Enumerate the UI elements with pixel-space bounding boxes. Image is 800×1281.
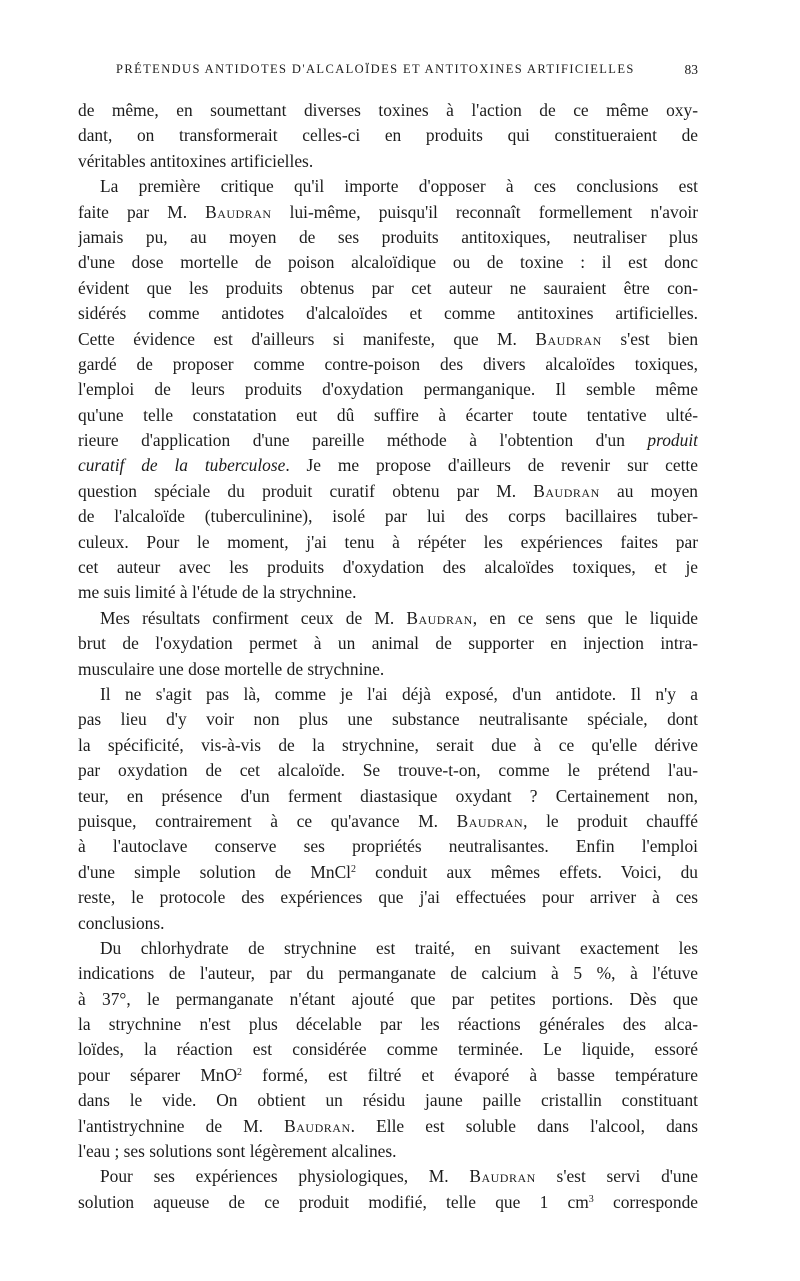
paragraph-5 — [78, 936, 698, 1165]
text-line: reste, le protocole des expériences que j'ai effectuées pour arriver à ces — [78, 887, 698, 908]
text-line: puisque, contrairement à ce qu'avance M. Baudran, le produit chauffé — [78, 810, 698, 831]
text-line: solution aqueuse de ce produit modifié, telle que 1 $cm^3$ corresponde — [78, 1191, 698, 1212]
author-name: Baudran — [456, 810, 524, 831]
text-line: de même, en soumettant diverses toxines à l'action de ce même oxy- — [78, 100, 698, 120]
text-line: conclusions. — [78, 912, 165, 933]
text-line: à 37°, le permanganate n'étant ajouté que par petites portions. Dès que — [78, 988, 698, 1009]
italic-phrase: produit — [647, 430, 698, 451]
text-line: Il ne s'agit pas là, comme je l'ai déjà exposé, d'un antidote. Il n'y a — [100, 683, 698, 704]
text-line: gardé de proposer comme contre-poison des divers alcaloïdes toxiques, — [78, 353, 698, 374]
page-number: 83 — [684, 62, 698, 77]
author-name: Baudran — [535, 328, 602, 349]
text-line: rieure d'application d'une pareille méthode à l'obtention d'un produit — [78, 430, 698, 451]
text-line: Du chlorhydrate de strychnine est traité, en suivant exactement les — [100, 937, 698, 958]
text-line: la strychnine n'est plus décelable par les réactions générales des alca- — [78, 1014, 698, 1035]
italic-phrase: curatif de la tuberculose — [78, 455, 286, 476]
author-name: Baudran — [205, 201, 272, 222]
text-line: jamais pu, au moyen de ses produits antitoxiques, neutraliser plus — [78, 226, 698, 247]
text-line: La première critique qu'il importe d'opposer à ces conclusions est — [100, 176, 698, 197]
text-line: la spécificité, vis-à-vis de la strychnine, serait due à ce qu'elle dérive — [78, 734, 698, 755]
text-line: l'antistrychnine de M. Baudran. Elle est soluble dans l'alcool, dans — [78, 1115, 698, 1136]
text-line: question spéciale du produit curatif obtenu par M. Baudran au moyen — [78, 480, 698, 501]
text-line: évident que les produits obtenus par cet auteur ne sauraient être con- — [78, 277, 698, 298]
text-line: culeux. Pour le moment, j'ai tenu à répéter les expériences faites par — [78, 531, 698, 552]
text-line: Mes résultats confirment ceux de M. Baudran, en ce sens que le liquide — [100, 607, 698, 628]
paragraph-2 — [78, 174, 698, 606]
text-line: par oxydation de cet alcaloïde. Se trouve-t-on, comme le prétend l'au- — [78, 760, 698, 781]
text-line: cet auteur avec les produits d'oxydation des alcaloïdes toxiques, et je — [78, 557, 698, 578]
text-line: loïdes, la réaction est considérée comme terminée. Le liquide, essoré — [78, 1039, 698, 1060]
text-line: l'eau ; ses solutions sont légèrement alcalines. — [78, 1141, 397, 1162]
paragraph-3 — [78, 606, 698, 682]
paragraph-6 — [78, 1164, 698, 1215]
running-header — [78, 62, 698, 88]
text-line: musculaire une dose mortelle de strychnine. — [78, 658, 385, 679]
text-line: de l'alcaloïde (tuberculinine), isolé par lui des corps bacillaires tuber- — [78, 506, 698, 527]
paragraph-4 — [78, 682, 698, 936]
superscript: 3 — [588, 1193, 594, 1205]
text-line: pas lieu d'y voir non plus une substance neutralisante spéciale, dont — [78, 709, 698, 730]
text-line: indications de l'auteur, par du permanganate de calcium à 5 %, à l'étuve — [78, 963, 698, 984]
text-line: véritables antitoxines artificielles. — [78, 150, 314, 171]
text-line: qu'une telle constatation eut dû suffire à écarter toute tentative ulté- — [78, 404, 698, 425]
text-line: dant, on transformerait celles-ci en produits qui constitueraient de — [78, 125, 698, 146]
text-line: me suis limité à l'étude de la strychnine. — [78, 582, 357, 603]
text-line: l'emploi de leurs produits d'oxydation permanganique. Il semble même — [78, 379, 698, 400]
text-line: pour séparer MnO$^2$ formé, est filtré et évaporé à basse température — [78, 1064, 698, 1085]
superscript: 2 — [351, 863, 357, 875]
text-line: Pour ses expériences physiologiques, M. Baudran s'est servi d'une — [100, 1166, 698, 1187]
author-name: Baudran — [406, 607, 473, 628]
text-line: à l'autoclave conserve ses propriétés neutralisantes. Enfin l'emploi — [78, 836, 698, 857]
text-line: d'une dose mortelle de poison alcaloïdique ou de toxine : il est donc — [78, 252, 698, 273]
text-line: dans le vide. On obtient un résidu jaune paille cristallin constituant — [78, 1090, 698, 1111]
text-line: sidérés comme antidotes d'alcaloïdes et comme antitoxines artificielles. — [78, 303, 698, 324]
text-line: brut de l'oxydation permet à un animal de supporter en injection intra- — [78, 633, 698, 654]
author-name: Baudran — [284, 1115, 351, 1136]
text-line: faite par M. Baudran lui-même, puisqu'il reconnaît formellement n'avoir — [78, 201, 698, 222]
text-line: curatif de la tuberculose. Je me propose d'ailleurs de revenir sur cette — [78, 455, 698, 476]
paragraph-1 — [78, 98, 698, 174]
text-line: Cette évidence est d'ailleurs si manifeste, que M. Baudran s'est bien — [78, 328, 698, 349]
author-name: Baudran — [533, 480, 600, 501]
author-name: Baudran — [469, 1166, 536, 1187]
text-line: teur, en présence d'un ferment diastasique oxydant ? Certainement non, — [78, 785, 698, 806]
text-line: d'une simple solution de MnCl$^2$ conduit aux mêmes effets. Voici, du — [78, 861, 698, 882]
running-title: PRÉTENDUS ANTIDOTES D'ALCALOÏDES ET ANTITOXINES ARTIFICIELLES — [116, 62, 635, 76]
superscript: 2 — [237, 1066, 243, 1078]
book-page — [78, 62, 698, 1215]
